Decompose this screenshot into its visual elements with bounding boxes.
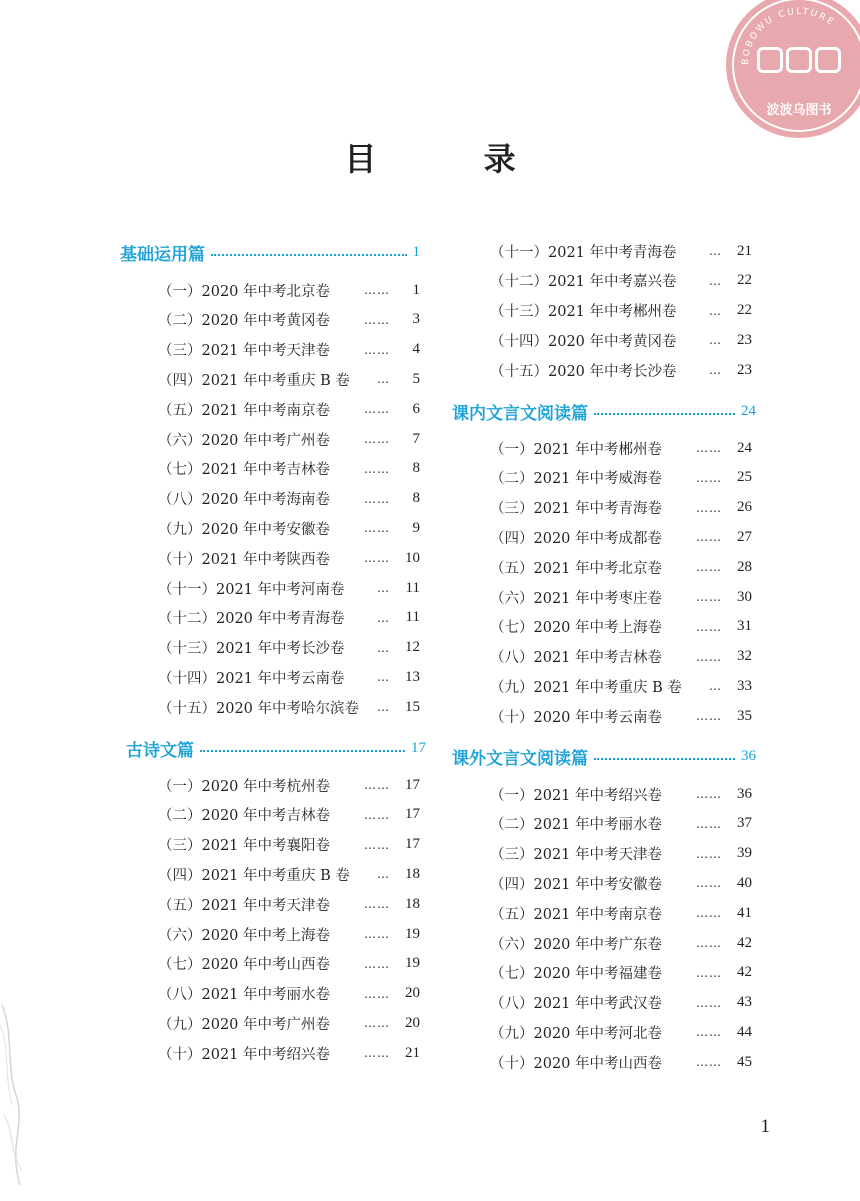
entry-page-number: 33 [737, 677, 752, 694]
entry-leader: …… [696, 876, 722, 891]
section-page-number: 17 [411, 739, 426, 756]
toc-entry[interactable] [158, 338, 420, 362]
toc-entry[interactable] [490, 991, 752, 1015]
entry-leader: …… [364, 1016, 390, 1031]
entry-leader: …… [696, 906, 722, 921]
toc-entry[interactable] [490, 871, 752, 895]
entry-leader: …… [364, 432, 390, 446]
entry-page-number: 11 [405, 609, 420, 626]
entry-title: （五）2021 年中考南京卷 [158, 402, 331, 419]
entry-leader: …… [696, 649, 722, 664]
entry-leader: … [377, 372, 390, 387]
entry-page-number: 39 [737, 845, 752, 862]
toc-entry[interactable] [490, 615, 752, 639]
toc-entry[interactable] [158, 922, 420, 946]
entry-title: （九）2020 年中考安徽卷 [158, 521, 331, 538]
seal-ring-text: BOBOWU CULTURE [740, 6, 837, 66]
entry-page-number: 4 [412, 341, 420, 358]
toc-entry[interactable] [490, 239, 752, 263]
entry-title: （十）2021 年中考陕西卷 [158, 551, 331, 568]
entry-leader: …… [696, 500, 722, 515]
entry-page-number: 1 [412, 281, 420, 298]
toc-entry[interactable] [490, 299, 752, 323]
entry-page-number: 32 [737, 648, 752, 665]
toc-entry[interactable] [490, 704, 752, 728]
toc-section-heading[interactable] [452, 742, 756, 770]
entry-page-number: 17 [405, 776, 420, 793]
bbw-logo-icon [754, 47, 844, 75]
entry-leader: …… [696, 441, 722, 455]
toc-section-heading[interactable] [126, 734, 426, 762]
entry-leader: …… [696, 530, 722, 545]
entry-page-number: 8 [412, 460, 420, 477]
entry-title: （十一）2021 年中考河南卷 [158, 581, 345, 598]
entry-page-number: 8 [412, 490, 420, 507]
toc-entry[interactable] [158, 773, 420, 797]
entry-page-number: 21 [405, 1044, 420, 1061]
entry-leader: …… [364, 491, 390, 506]
entry-title: （八）2021 年中考丽水卷 [158, 987, 331, 1004]
entry-title: （七）2021 年中考吉林卷 [158, 462, 331, 479]
section-title: 课内文言文阅读篇 [452, 403, 588, 424]
entry-leader: …… [696, 560, 722, 575]
entry-page-number: 44 [737, 1023, 752, 1040]
entry-page-number: 15 [405, 698, 420, 715]
entry-leader: …… [364, 927, 390, 941]
toc-entry[interactable] [158, 367, 420, 391]
entry-page-number: 18 [405, 865, 420, 882]
entry-title: （三）2021 年中考襄阳卷 [158, 838, 331, 855]
entry-page-number: 20 [405, 985, 420, 1002]
entry-title: （二）2020 年中考黄冈卷 [158, 313, 331, 330]
entry-title: （四）2020 年中考成都卷 [490, 530, 663, 547]
entry-page-number: 11 [405, 579, 420, 596]
entry-page-number: 28 [737, 558, 752, 575]
entry-leader: … [709, 273, 722, 288]
entry-title: （一）2020 年中考北京卷 [158, 283, 331, 300]
entry-page-number: 12 [405, 639, 420, 656]
entry-page-number: 23 [737, 331, 752, 348]
entry-leader: … [377, 867, 390, 882]
entry-page-number: 7 [412, 430, 420, 447]
toc-entry[interactable] [490, 555, 752, 579]
entry-page-number: 19 [405, 955, 420, 972]
entry-leader: …… [696, 590, 722, 604]
seal-bottom-text: 波波乌图书 [766, 103, 832, 118]
toc-entry[interactable] [158, 665, 420, 689]
entry-leader: …… [696, 816, 722, 831]
entry-leader: …… [364, 986, 390, 1001]
entry-leader: …… [696, 995, 722, 1010]
entry-leader: …… [696, 1025, 722, 1040]
entry-page-number: 5 [412, 370, 420, 387]
toc-entry[interactable] [490, 585, 752, 609]
toc-entry[interactable] [490, 466, 752, 490]
entry-title: （二）2021 年中考威海卷 [490, 471, 663, 488]
entry-page-number: 10 [405, 549, 420, 566]
toc-entry[interactable] [158, 1011, 420, 1035]
entry-leader: … [377, 640, 390, 655]
toc-section-heading[interactable] [452, 397, 756, 425]
entry-title: （八）2021 年中考武汉卷 [490, 996, 663, 1013]
entry-page-number: 31 [737, 618, 752, 635]
entry-leader: … [709, 303, 722, 318]
section-title: 基础运用篇 [120, 244, 205, 265]
decorative-sketch [0, 995, 26, 1195]
toc-entry[interactable] [490, 782, 752, 806]
toc-entry[interactable] [490, 674, 752, 698]
entry-page-number: 30 [737, 588, 752, 605]
entry-title: （十三）2021 年中考郴州卷 [490, 304, 677, 321]
entry-leader: …… [364, 778, 390, 792]
entry-page-number: 22 [737, 272, 752, 289]
entry-leader: …… [364, 1046, 390, 1061]
entry-leader: … [709, 333, 722, 348]
entry-title: （一）2020 年中考杭州卷 [158, 778, 331, 795]
entry-title: （一）2021 年中考绍兴卷 [490, 787, 663, 804]
entry-leader: …… [696, 787, 722, 801]
entry-title: （九）2021 年中考重庆 B 卷 [490, 679, 682, 696]
toc-entry[interactable] [490, 436, 752, 460]
entry-title: （一）2021 年中考郴州卷 [490, 441, 663, 458]
toc-entry[interactable] [490, 645, 752, 669]
toc-entry[interactable] [158, 982, 420, 1006]
entry-page-number: 17 [405, 806, 420, 823]
toc-entry[interactable] [490, 812, 752, 836]
entry-page-number: 35 [737, 707, 752, 724]
toc-entry[interactable] [158, 457, 420, 481]
toc-entry[interactable] [158, 516, 420, 540]
toc-entry[interactable] [158, 952, 420, 976]
entry-page-number: 6 [412, 400, 420, 417]
entry-page-number: 13 [405, 668, 420, 685]
entry-title: （六）2021 年中考枣庄卷 [490, 590, 663, 607]
entry-title: （十三）2021 年中考长沙卷 [158, 641, 345, 658]
entry-title: （八）2021 年中考吉林卷 [490, 650, 663, 667]
dot-leader [200, 750, 405, 752]
entry-title: （七）2020 年中考上海卷 [490, 620, 663, 637]
dot-leader [594, 413, 735, 415]
entry-title: （三）2021 年中考青海卷 [490, 501, 663, 518]
toc-entry[interactable] [158, 695, 420, 719]
entry-page-number: 45 [737, 1053, 752, 1070]
entry-page-number: 22 [737, 302, 752, 319]
entry-title: （五）2021 年中考天津卷 [158, 897, 331, 914]
entry-title: （六）2020 年中考上海卷 [158, 927, 331, 944]
entry-leader: …… [364, 551, 390, 566]
entry-page-number: 42 [737, 934, 752, 951]
entry-page-number: 41 [737, 904, 752, 921]
toc-entry[interactable] [158, 487, 420, 511]
entry-leader: …… [364, 521, 390, 536]
entry-leader: …… [696, 965, 722, 980]
entry-leader: …… [364, 312, 390, 327]
section-page-number: 1 [412, 243, 420, 260]
toc-entry[interactable] [490, 961, 752, 985]
entry-title: （十）2020 年中考云南卷 [490, 709, 663, 726]
entry-leader: … [377, 581, 390, 595]
entry-title: （十四）2020 年中考黄冈卷 [490, 333, 677, 350]
entry-page-number: 43 [737, 994, 752, 1011]
publisher-seal-logo [726, 0, 860, 138]
entry-leader: …… [696, 470, 722, 485]
toc-entry[interactable] [490, 842, 752, 866]
entry-title: （九）2020 年中考河北卷 [490, 1025, 663, 1042]
toc-entry[interactable] [158, 606, 420, 630]
entry-title: （八）2020 年中考海南卷 [158, 492, 331, 509]
entry-title: （五）2021 年中考北京卷 [490, 560, 663, 577]
entry-leader: …… [696, 709, 722, 724]
entry-page-number: 37 [737, 815, 752, 832]
toc-entry[interactable] [490, 931, 752, 955]
entry-page-number: 3 [412, 311, 420, 328]
entry-title: （二）2021 年中考丽水卷 [490, 817, 663, 834]
toc-entry[interactable] [490, 496, 752, 520]
entry-page-number: 24 [737, 439, 752, 456]
dot-leader [594, 758, 735, 760]
entry-title: （二）2020 年中考吉林卷 [158, 808, 331, 825]
entry-title: （十）2021 年中考绍兴卷 [158, 1046, 331, 1063]
toc-entry[interactable] [158, 308, 420, 332]
entry-leader: …… [364, 897, 390, 912]
toc-section-heading[interactable] [120, 238, 420, 266]
entry-leader: …… [364, 461, 390, 476]
entry-page-number: 20 [405, 1014, 420, 1031]
entry-title: （三）2021 年中考天津卷 [490, 847, 663, 864]
toc-entry[interactable] [158, 546, 420, 570]
entry-page-number: 18 [405, 895, 420, 912]
entry-leader: …… [364, 342, 390, 357]
entry-title: （七）2020 年中考山西卷 [158, 957, 331, 974]
entry-leader: … [377, 700, 390, 715]
toc-entry[interactable] [158, 576, 420, 600]
entry-leader: …… [696, 936, 722, 950]
section-title: 课外文言文阅读篇 [452, 748, 588, 769]
entry-page-number: 27 [737, 528, 752, 545]
toc-entry[interactable] [158, 1041, 420, 1065]
entry-page-number: 19 [405, 925, 420, 942]
entry-page-number: 21 [737, 242, 752, 259]
entry-leader: … [709, 244, 722, 258]
entry-leader: … [709, 363, 722, 378]
dot-leader [211, 254, 407, 256]
toc-entry[interactable] [158, 833, 420, 857]
entry-leader: …… [696, 619, 722, 634]
entry-leader: …… [696, 846, 722, 861]
entry-title: （十四）2021 年中考云南卷 [158, 670, 345, 687]
toc-entry[interactable] [158, 397, 420, 421]
section-page-number: 36 [741, 747, 756, 764]
entry-leader: … [377, 670, 390, 685]
toc-entry[interactable] [490, 269, 752, 293]
toc-entry[interactable] [158, 278, 420, 302]
toc-entry[interactable] [158, 427, 420, 451]
entry-title: （十二）2020 年中考青海卷 [158, 611, 345, 628]
entry-page-number: 36 [737, 785, 752, 802]
entry-page-number: 23 [737, 361, 752, 378]
toc-entry[interactable] [158, 892, 420, 916]
entry-page-number: 42 [737, 964, 752, 981]
entry-leader: … [377, 610, 390, 625]
entry-page-number: 40 [737, 874, 752, 891]
entry-title: （五）2021 年中考南京卷 [490, 906, 663, 923]
toc-entry[interactable] [490, 525, 752, 549]
entry-leader: … [709, 679, 722, 694]
entry-title: （四）2021 年中考重庆 B 卷 [158, 867, 350, 884]
toc-entry[interactable] [490, 901, 752, 925]
entry-title: （十）2020 年中考山西卷 [490, 1055, 663, 1072]
page-title: 目 录 [344, 140, 564, 178]
toc-entry[interactable] [490, 1050, 752, 1074]
toc-entry[interactable] [490, 1020, 752, 1044]
entry-title: （十一）2021 年中考青海卷 [490, 244, 677, 261]
toc-entry[interactable] [490, 328, 752, 352]
toc-entry[interactable] [158, 636, 420, 660]
entry-page-number: 26 [737, 499, 752, 516]
entry-leader: …… [364, 956, 390, 971]
entry-page-number: 25 [737, 469, 752, 486]
entry-title: （九）2020 年中考广州卷 [158, 1016, 331, 1033]
entry-leader: …… [364, 807, 390, 822]
entry-title: （四）2021 年中考安徽卷 [490, 876, 663, 893]
toc-entry[interactable] [158, 803, 420, 827]
entry-title: （四）2021 年中考重庆 B 卷 [158, 372, 350, 389]
entry-title: （六）2020 年中考广州卷 [158, 432, 331, 449]
entry-leader: …… [364, 402, 390, 417]
entry-leader: …… [364, 283, 390, 297]
entry-page-number: 17 [405, 836, 420, 853]
entry-leader: …… [696, 1055, 722, 1070]
page-number: 1 [760, 1116, 770, 1137]
toc-entry[interactable] [158, 862, 420, 886]
toc-entry[interactable] [490, 358, 752, 382]
entry-title: （七）2020 年中考福建卷 [490, 966, 663, 983]
entry-title: （三）2021 年中考天津卷 [158, 343, 331, 360]
entry-title: （十五）2020 年中考长沙卷 [490, 363, 677, 380]
entry-title: （十五）2020 年中考哈尔滨卷 [158, 700, 360, 717]
entry-leader: …… [364, 837, 390, 852]
entry-title: （十二）2021 年中考嘉兴卷 [490, 274, 677, 291]
section-page-number: 24 [741, 402, 756, 419]
section-title: 古诗文篇 [126, 740, 194, 761]
entry-title: （六）2020 年中考广东卷 [490, 936, 663, 953]
entry-page-number: 9 [412, 519, 420, 536]
